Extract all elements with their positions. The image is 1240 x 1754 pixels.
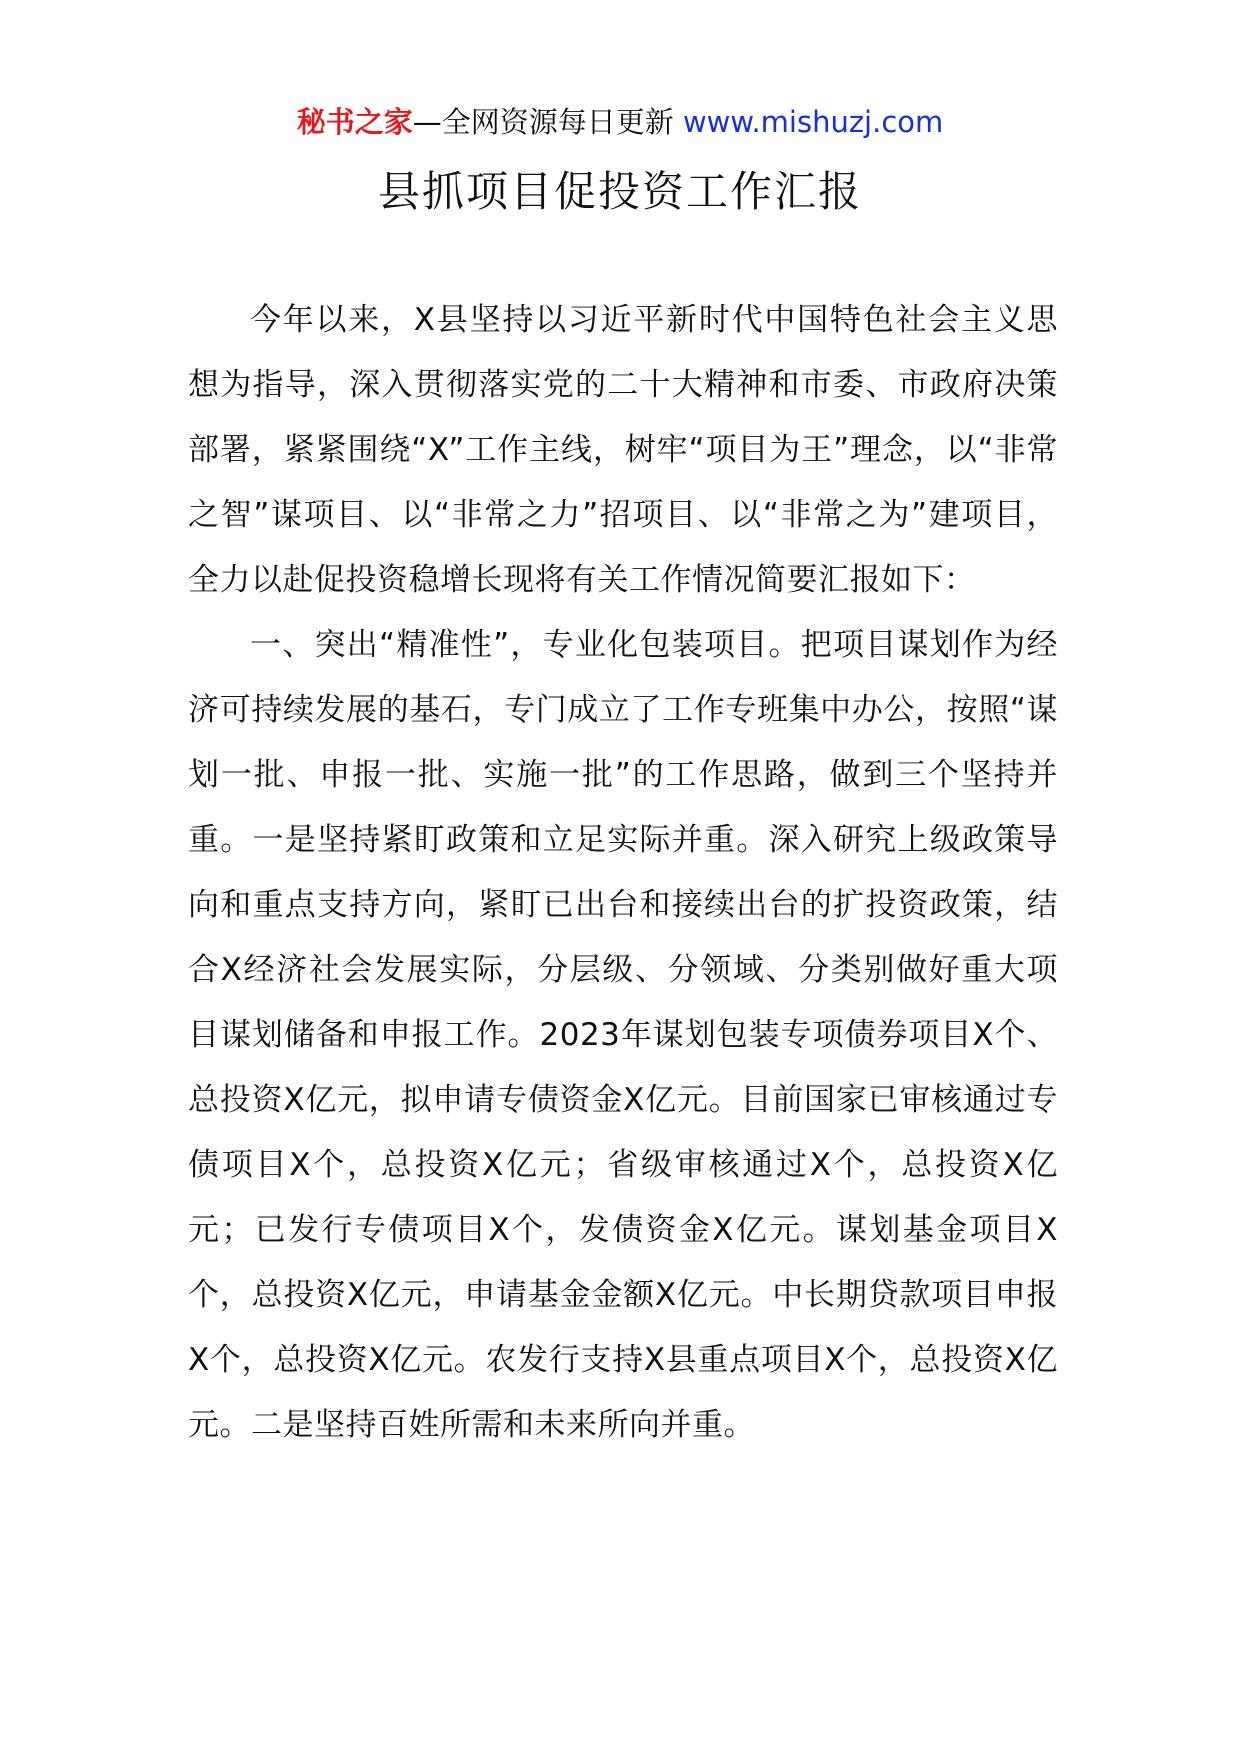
paragraph-text: 今年以来，X县坚持以习近平新时代中国特色社会主义思想为指导，深入贯彻落实党的二十大精神和市委、市政府决策部署，紧紧围绕“X”工作主线，树牢“项目为王”理念，以“非常之智”谋项目、以“非常之力”招项目、以“非常之为”建项目，全力以赴促投资稳增长现将有关工作情况简要汇报如下： — [188, 302, 1058, 598]
header-tagline: —全网资源每日更新 — [412, 105, 683, 139]
paragraph-section-1 — [188, 613, 1058, 1458]
paragraph-intro — [188, 288, 1058, 613]
paragraph-text: 把项目谋划作为经济可持续发展的基石，专门成立了工作专班集中办公，按照“谋划一批、申报一批、实施一批”的工作思路，做到三个坚持并重。一是坚持紧盯政策和立足实际并重。深入研究上级政策导向和重点支持方向，紧盯已出台和接续出台的扩投资政策，结合X经济社会发展实际，分层级、分领域、分类别做好重大项目谋划储备和申报工作。2023年谋划包装专项债券项目X个、总投资X亿元，拟申请专债资金X亿元。目前国家已审核通过专债项目X个，总投资X亿元；省级审核通过X个，总投资X亿元；已发行专债项目X个，发债资金X亿元。谋划基金项目X个，总投资X亿元，申请基金金额X亿元。中长期贷款项目申报X个，总投资X亿元。农发行支持X县重点项目X个，总投资X亿元。二是坚持百姓所需和未来所向并重。 — [188, 627, 1059, 1443]
site-url-link[interactable]: www.mishuzj.com — [682, 105, 944, 139]
brand-name: 秘书之家 — [296, 105, 413, 139]
site-header — [0, 102, 1240, 142]
section-heading: 一、突出“精准性”，专业化包装项目。 — [250, 627, 801, 663]
document-body — [188, 288, 1058, 1458]
document-title: 县抓项目促投资工作汇报 — [377, 167, 862, 216]
